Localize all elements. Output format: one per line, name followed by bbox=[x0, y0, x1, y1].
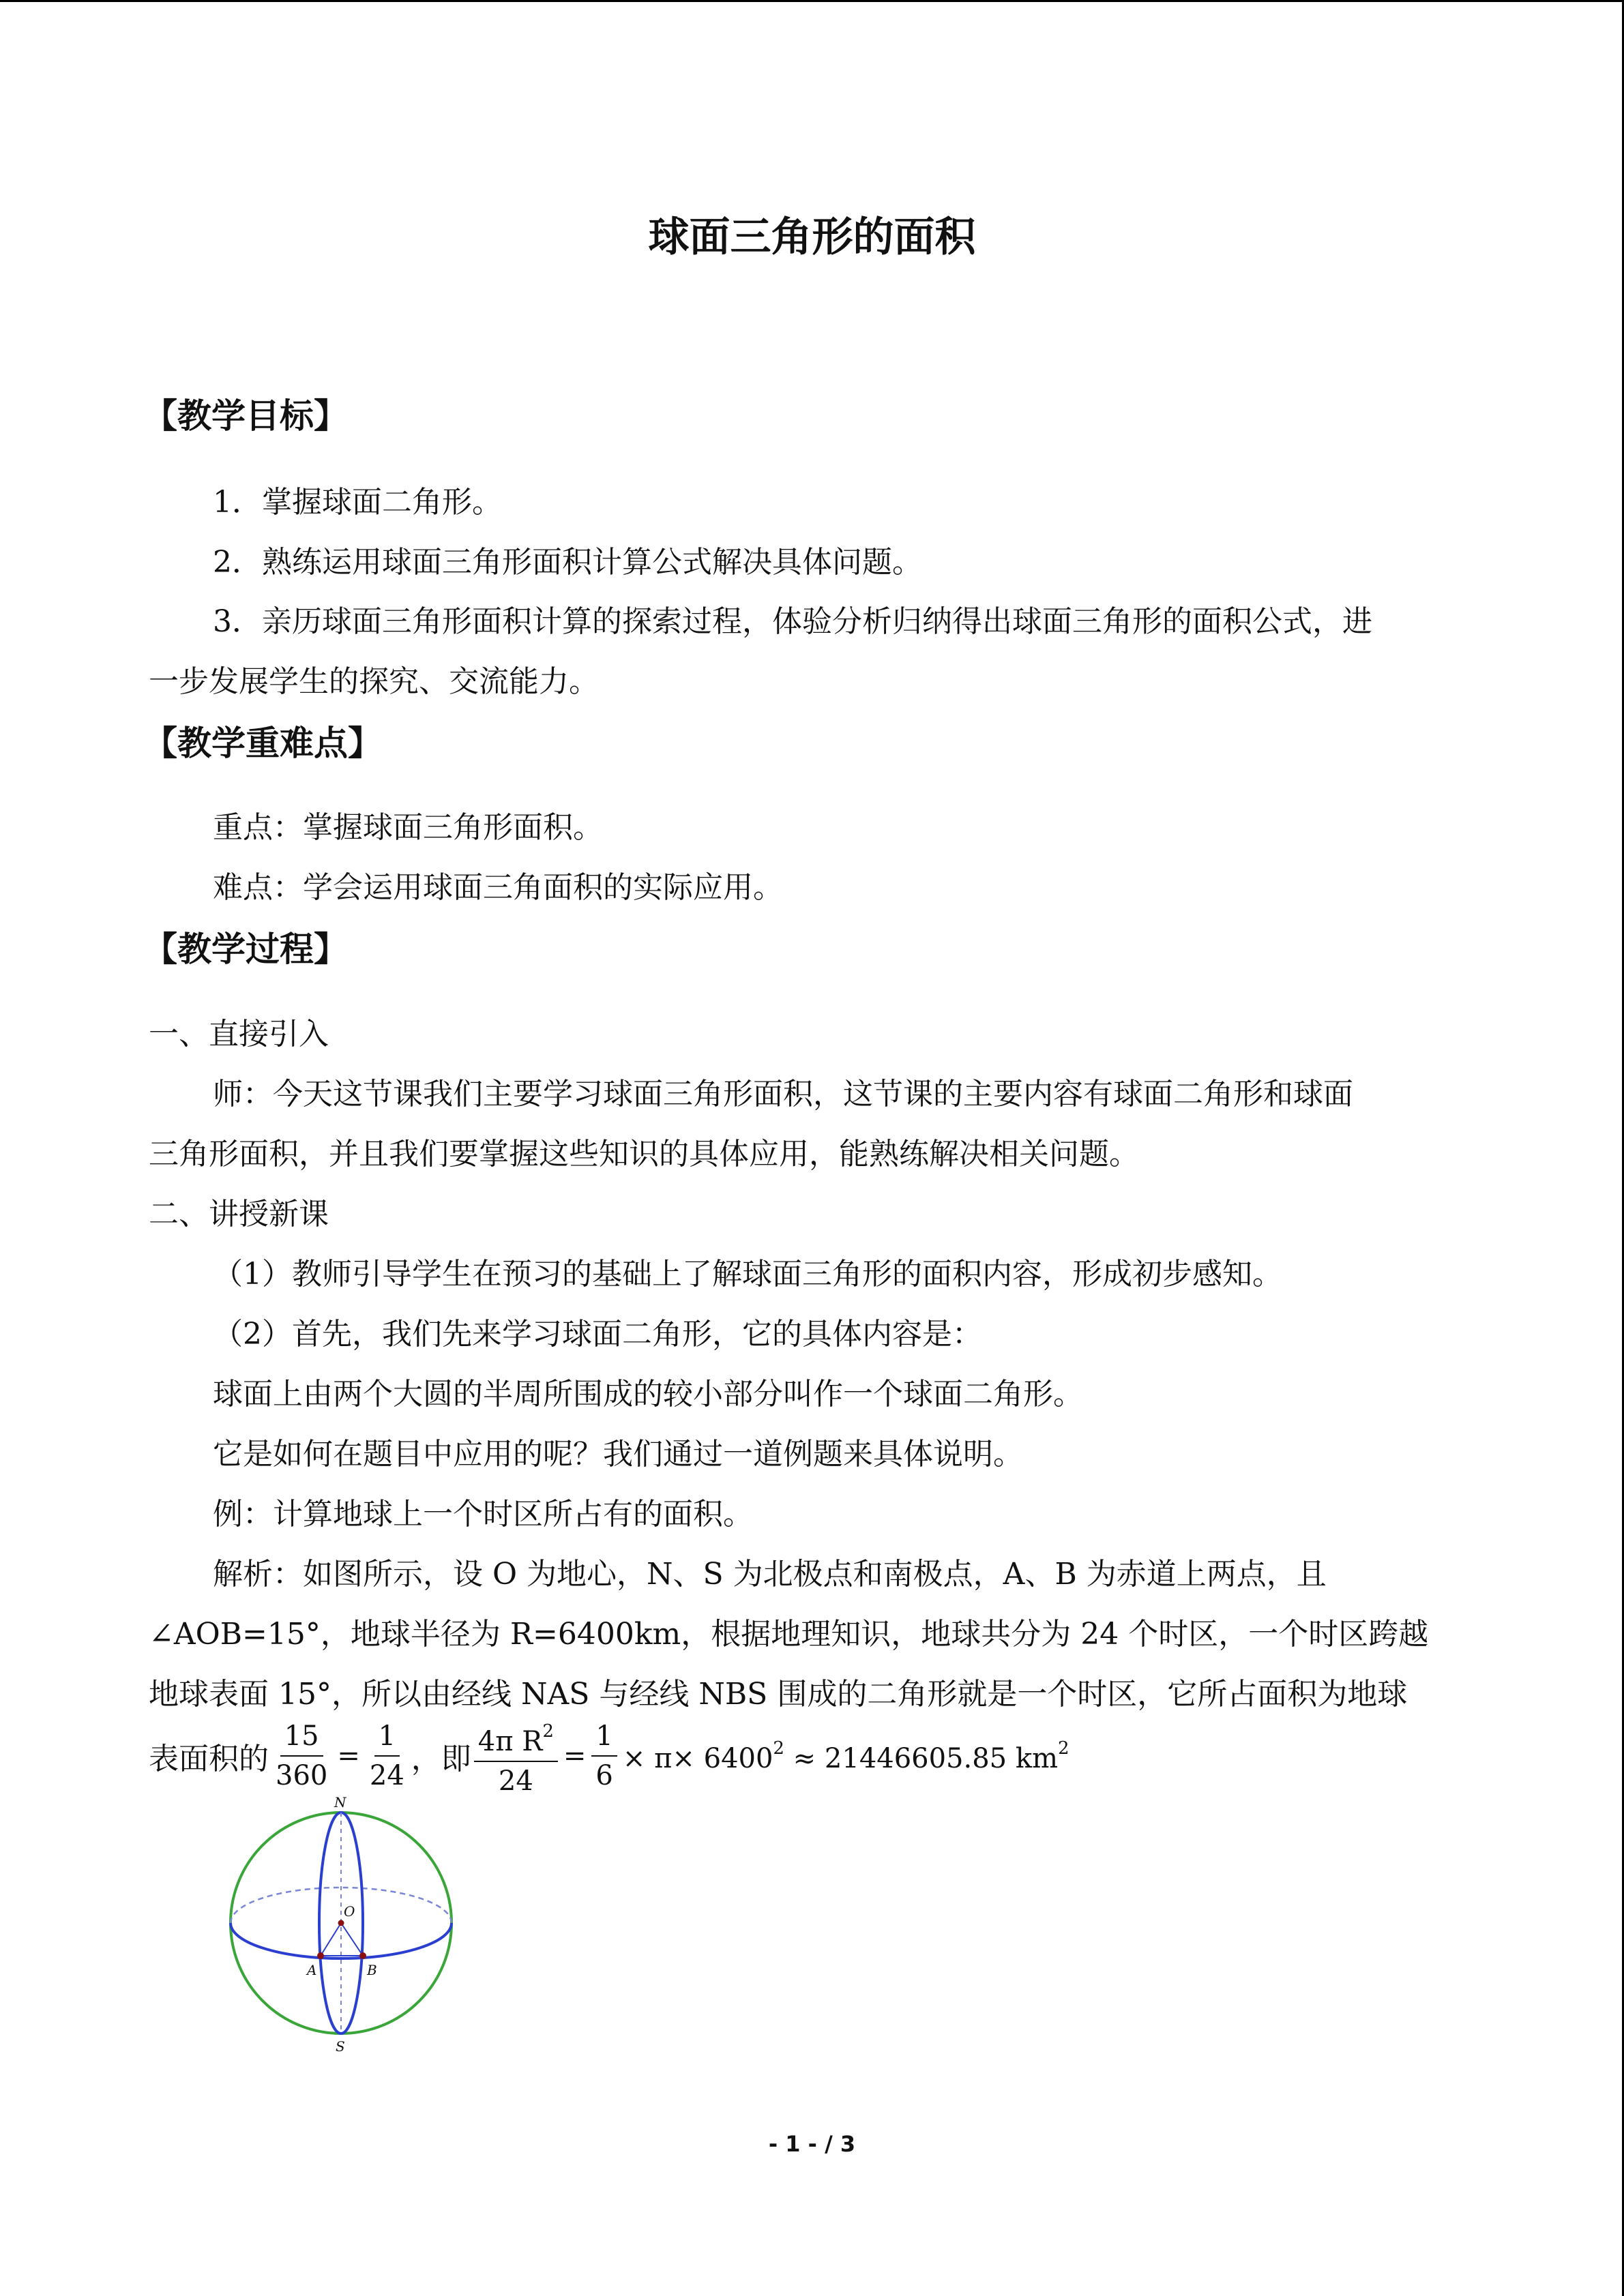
process-line-5: （1）教师引导学生在预习的基础上了解球面三角形的面积内容，形成初步感知。 bbox=[213, 1257, 1282, 1292]
formula-mid: ，即 bbox=[411, 1742, 471, 1776]
point-o bbox=[338, 1920, 344, 1926]
radius-exponent: 2 bbox=[773, 1738, 784, 1759]
fraction-numerator bbox=[474, 1715, 558, 1762]
radius-ob bbox=[341, 1923, 363, 1956]
heading-key-points: 【教学重难点】 bbox=[143, 724, 382, 763]
formula-product bbox=[623, 1738, 1069, 1774]
fraction-denominator: 360 bbox=[276, 1760, 328, 1791]
fraction-4piR2-24 bbox=[474, 1715, 558, 1798]
point-a bbox=[317, 1952, 324, 1959]
key-point-2: 难点：学会运用球面三角面积的实际应用。 bbox=[213, 870, 783, 905]
numerator-exponent: 2 bbox=[542, 1720, 554, 1742]
process-line-12: 地球表面 15°，所以由经线 NAS 与经线 NBS 围成的二角形就是一个时区，它所占面积为地球 bbox=[149, 1677, 1408, 1712]
label-o: O bbox=[344, 1903, 355, 1920]
label-b: B bbox=[367, 1962, 377, 1978]
result-text: ≈ 21446605.85 km bbox=[784, 1742, 1059, 1774]
radius-oa bbox=[321, 1923, 341, 1956]
fraction-denominator: 24 bbox=[498, 1765, 533, 1797]
point-b bbox=[359, 1952, 366, 1959]
process-line-3: 三角形面积，并且我们要掌握这些知识的具体应用，能熟练解决相关问题。 bbox=[149, 1137, 1139, 1172]
goal-item-1: 1．掌握球面二角形。 bbox=[213, 485, 502, 520]
fraction-numerator: 15 bbox=[280, 1720, 323, 1757]
heading-teaching-process: 【教学过程】 bbox=[143, 929, 348, 969]
heading-teaching-goals: 【教学目标】 bbox=[143, 396, 348, 436]
unit-exponent: 2 bbox=[1058, 1738, 1069, 1759]
fraction-denominator: 24 bbox=[369, 1760, 404, 1791]
fraction-15-360 bbox=[271, 1720, 331, 1792]
fraction-1-6 bbox=[591, 1720, 617, 1792]
goal-item-2: 2．熟练运用球面三角形面积计算公式解决具体问题。 bbox=[213, 545, 922, 580]
key-point-1: 重点：掌握球面三角形面积。 bbox=[213, 810, 603, 845]
process-line-4: 二、讲授新课 bbox=[149, 1197, 329, 1232]
process-line-7: 球面上由两个大圆的半周所围成的较小部分叫作一个球面二角形。 bbox=[213, 1377, 1083, 1412]
numerator-base: 4π R bbox=[477, 1725, 543, 1757]
goal-item-3-cont: 一步发展学生的探究、交流能力。 bbox=[149, 664, 599, 699]
process-line-9: 例：计算地球上一个时区所占有的面积。 bbox=[213, 1497, 753, 1532]
process-line-1: 一、直接引入 bbox=[149, 1017, 329, 1052]
sphere-figure bbox=[218, 1793, 477, 2053]
label-n: N bbox=[334, 1794, 346, 1810]
product-text: × π× 6400 bbox=[622, 1742, 773, 1774]
formula-prefix: 表面积的 bbox=[149, 1742, 269, 1776]
process-line-8: 它是如何在题目中应用的呢？我们通过一道例题来具体说明。 bbox=[213, 1437, 1023, 1472]
formula-line bbox=[149, 1705, 1072, 1807]
fraction-numerator: 1 bbox=[374, 1720, 400, 1757]
process-line-11: ∠AOB=15°，地球半径为 R=6400km，根据地理知识，地球共分为 24 个时区，一个时区跨越 bbox=[149, 1617, 1429, 1652]
equals-sign: = bbox=[563, 1740, 587, 1772]
fraction-numerator: 1 bbox=[591, 1720, 617, 1757]
document-title: 球面三角形的面积 bbox=[648, 213, 976, 261]
process-line-2: 师：今天这节课我们主要学习球面三角形面积，这节课的主要内容有球面二角形和球面 bbox=[213, 1077, 1353, 1112]
process-line-6: （2）首先，我们先来学习球面二角形，它的具体内容是： bbox=[213, 1317, 982, 1352]
label-a: A bbox=[307, 1962, 317, 1978]
page-border-top bbox=[0, 0, 1624, 2]
equals-sign: = bbox=[337, 1740, 360, 1772]
process-line-10: 解析：如图所示，设 O 为地心，N、S 为北极点和南极点，A、B 为赤道上两点，且 bbox=[213, 1557, 1327, 1592]
label-s: S bbox=[336, 2038, 345, 2053]
fraction-1-24 bbox=[366, 1720, 409, 1792]
page-number: - 1 - / 3 bbox=[768, 2131, 856, 2157]
goal-item-3: 3．亲历球面三角形面积计算的探索过程，体验分析归纳得出球面三角形的面积公式，进 bbox=[213, 604, 1372, 639]
fraction-denominator: 6 bbox=[595, 1760, 613, 1791]
